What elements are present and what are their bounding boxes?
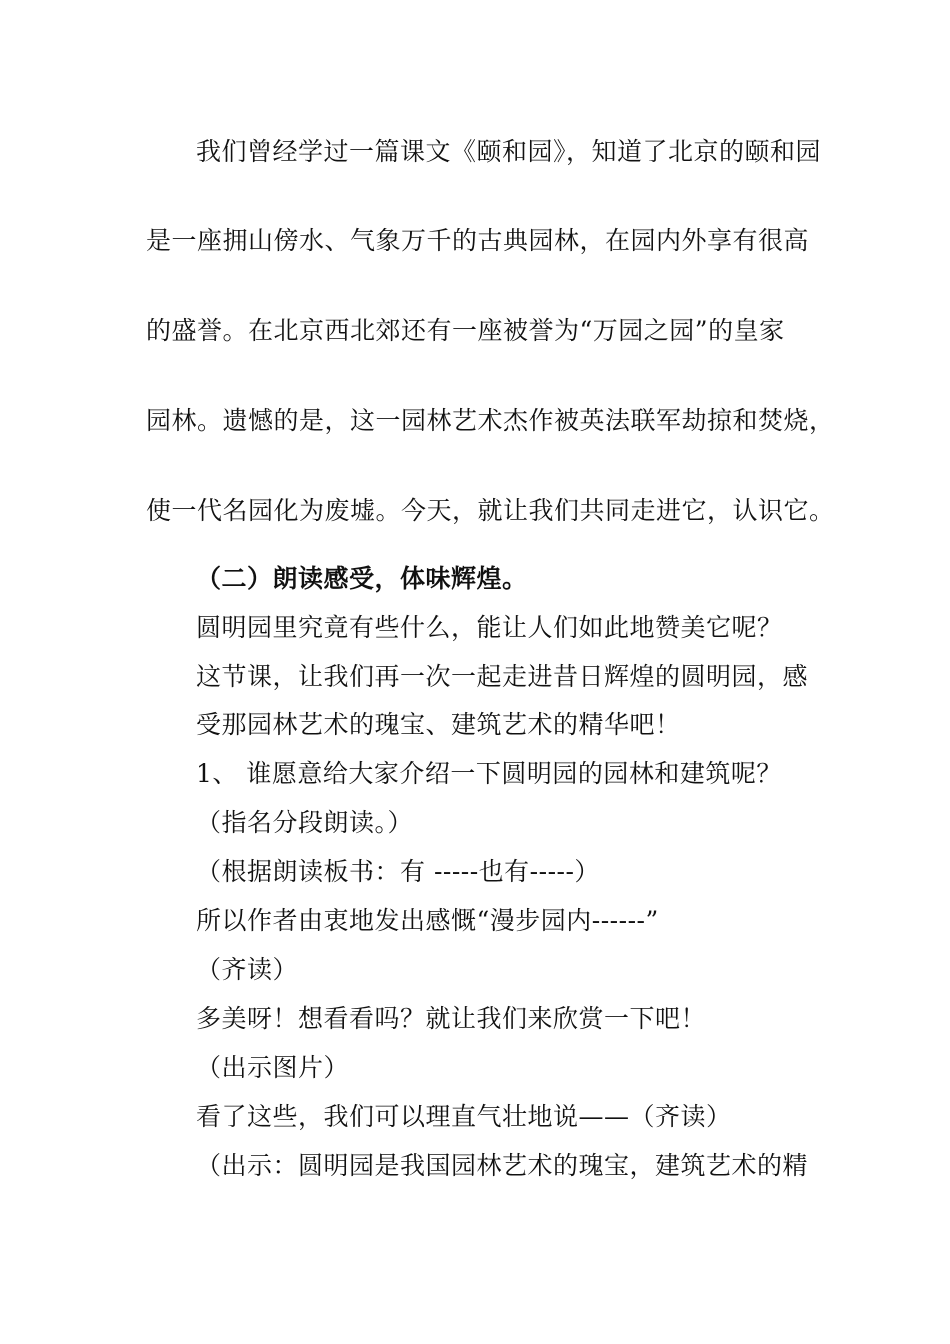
body-line-10: （出示图片） xyxy=(196,1053,350,1082)
intro-line-1: 我们曾经学过一篇课文《颐和园》，知道了北京的颐和园 xyxy=(196,137,822,166)
body-line-6: （根据朗读板书：有 -----也有-----） xyxy=(196,857,600,886)
section-heading: （二）朗读感受，体味辉煌。 xyxy=(196,564,528,593)
body-line-12: （出示：圆明园是我国园林艺术的瑰宝，建筑艺术的精 xyxy=(196,1151,809,1180)
intro-line-4: 园林。遗憾的是，这一园林艺术杰作被英法联军劫掠和焚烧， xyxy=(146,406,835,435)
body-line-8: （齐读） xyxy=(196,955,299,984)
intro-line-2: 是一座拥山傍水、气象万千的古典园林，在园内外享有很高 xyxy=(146,226,810,255)
body-line-5: （指名分段朗读。） xyxy=(196,808,414,837)
body-line-3: 受那园林艺术的瑰宝、建筑艺术的精华吧！ xyxy=(196,710,681,739)
body-line-11: 看了这些，我们可以理直气壮地说——（齐读） xyxy=(196,1102,732,1131)
body-line-9: 多美呀！想看看吗？就让我们来欣赏一下吧！ xyxy=(196,1004,707,1033)
body-line-7: 所以作者由衷地发出感慨“漫步园内------” xyxy=(196,906,659,935)
intro-line-3: 的盛誉。在北京西北郊还有一座被誉为“万园之园”的皇家 xyxy=(146,316,785,345)
intro-line-5: 使一代名园化为废墟。今天，就让我们共同走进它，认识它。 xyxy=(146,496,835,525)
body-line-1: 圆明园里究竟有些什么，能让人们如此地赞美它呢？ xyxy=(196,613,783,642)
body-line-4: 1、 谁愿意给大家介绍一下圆明园的园林和建筑呢？ xyxy=(196,759,782,788)
body-line-2: 这节课，让我们再一次一起走进昔日辉煌的圆明园，感 xyxy=(196,662,809,691)
